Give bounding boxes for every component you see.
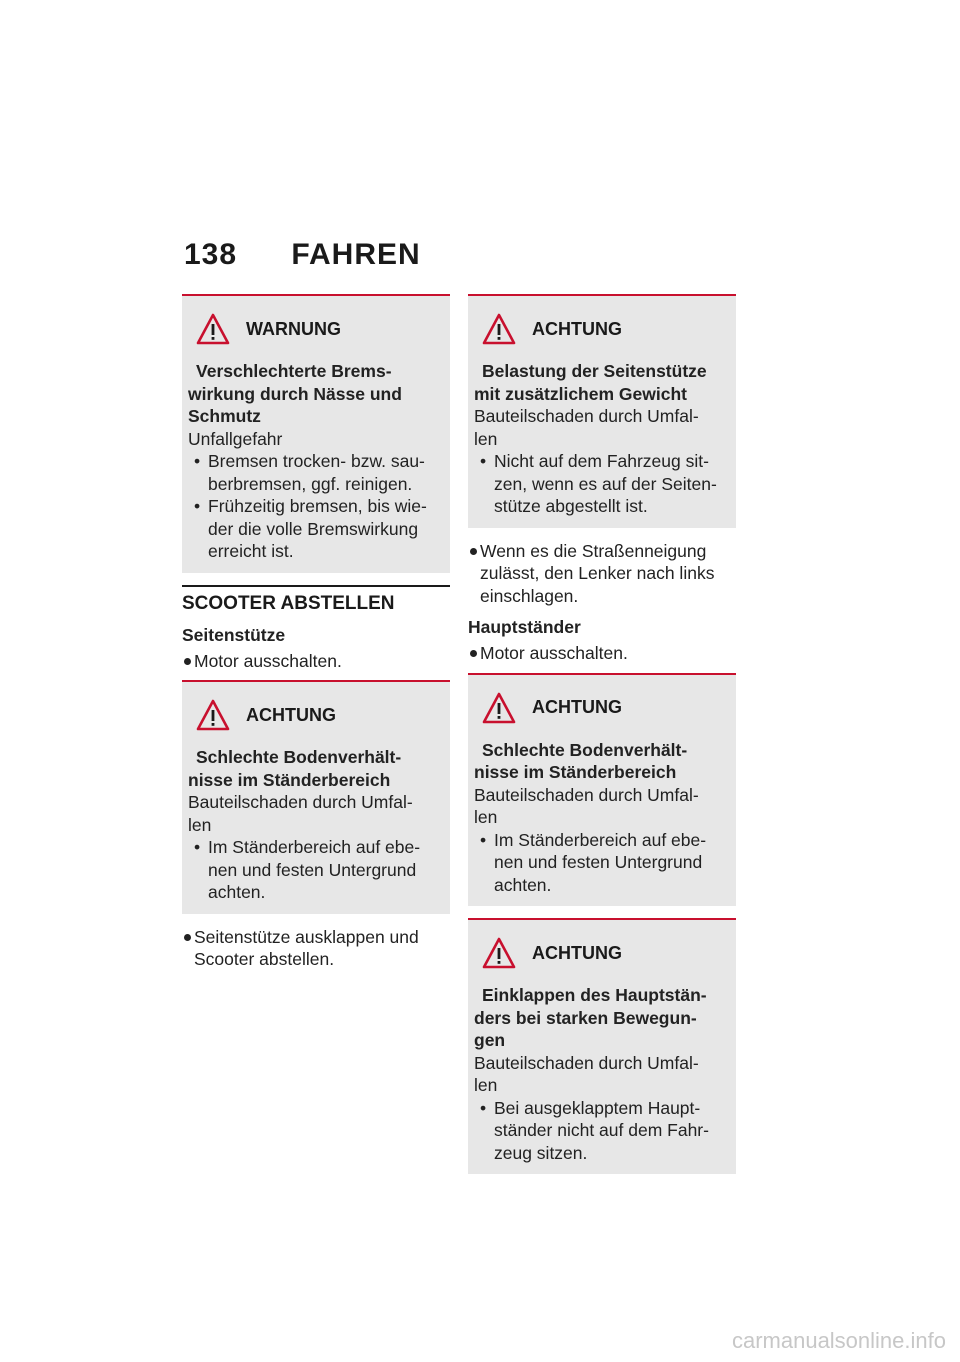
list-item xyxy=(474,450,730,518)
step-item: Motor ausschalten. xyxy=(468,642,736,665)
caution-box xyxy=(468,918,736,1174)
page-header xyxy=(184,238,421,272)
signal-word: ACHTUNG xyxy=(532,942,622,963)
step-item xyxy=(182,926,450,971)
signal-word: ACHTUNG xyxy=(532,318,622,339)
list-item-line: stütze abgestellt ist. xyxy=(494,496,648,516)
list-item xyxy=(188,836,444,904)
right-column xyxy=(468,294,736,1186)
caution-box xyxy=(182,680,450,914)
consequence-text xyxy=(474,784,730,829)
step-line: Wenn es die Straßenneigung xyxy=(480,540,707,561)
caution-title xyxy=(474,984,730,1052)
list-item-line: ständer nicht auf dem Fahr- xyxy=(494,1120,709,1140)
list-item-line: nen und festen Untergrund xyxy=(494,852,703,872)
consequence-text xyxy=(474,1052,730,1097)
list-item-line: achten. xyxy=(208,882,266,902)
step-item: Motor ausschalten. xyxy=(182,650,450,673)
title-line: Verschlechterte Brems- xyxy=(196,361,392,381)
title-line: Schlechte Bodenverhält- xyxy=(196,747,402,767)
caution-box-header xyxy=(474,685,730,731)
list-item-line: erreicht ist. xyxy=(208,541,294,561)
warning-triangle-icon xyxy=(482,313,516,345)
list-item-line: • Im Ständerbereich auf ebe- xyxy=(494,829,707,850)
caution-box xyxy=(468,294,736,528)
left-column xyxy=(182,294,450,971)
list-item-line: der die volle Bremswirkung xyxy=(208,518,419,539)
title-line: ders bei starken Bewegun- xyxy=(474,1007,697,1028)
subsection-title: Seitenstütze xyxy=(182,624,286,645)
caution-title xyxy=(474,360,730,405)
title-line: mit zusätzlichem Gewicht xyxy=(474,383,687,404)
subsection-title: Hauptständer xyxy=(468,617,581,637)
list-item-line: nen und festen Untergrund xyxy=(208,859,417,880)
title-line: Schlechte Bodenverhält- xyxy=(482,739,688,760)
page-number: 138 xyxy=(184,238,238,271)
title-line: Belastung der Seitenstütze xyxy=(482,361,707,381)
consequence-line: len xyxy=(188,814,212,835)
caution-box-header xyxy=(188,692,444,738)
warning-triangle-icon xyxy=(196,313,230,345)
warning-box xyxy=(182,294,450,573)
signal-word: ACHTUNG xyxy=(246,704,336,725)
step-line: einschlagen. xyxy=(480,585,579,606)
consequence-text xyxy=(188,791,444,836)
consequence-text xyxy=(474,405,730,450)
consequence-line: len xyxy=(474,807,498,827)
list-item xyxy=(474,829,730,897)
consequence-line: Bauteilschaden durch Umfal- xyxy=(474,1052,699,1073)
consequence-line: len xyxy=(474,1075,498,1095)
warning-box-header xyxy=(188,306,444,352)
warning-triangle-icon xyxy=(482,692,516,724)
list-item xyxy=(474,1097,730,1165)
warning-triangle-icon xyxy=(482,937,516,969)
list-item-line: zen, wenn es auf der Seiten- xyxy=(494,473,717,494)
caution-box xyxy=(468,673,736,907)
title-line: nisse im Ständerbereich xyxy=(188,769,391,790)
list-item-line: • Bremsen trocken- bzw. sau- xyxy=(208,451,425,471)
list-item-line: • Frühzeitig bremsen, bis wie- xyxy=(208,496,427,516)
consequence-line: len xyxy=(474,428,498,449)
list-item-line: • Im Ständerbereich auf ebe- xyxy=(208,837,421,857)
list-item xyxy=(188,495,444,563)
section-title: SCOOTER ABSTELLEN xyxy=(182,585,450,615)
step-line: Seitenstütze ausklappen und xyxy=(194,926,419,947)
warning-triangle-icon xyxy=(196,699,230,731)
signal-word: WARNUNG xyxy=(246,318,341,339)
caution-title xyxy=(474,739,730,784)
title-line: nisse im Ständerbereich xyxy=(474,762,677,782)
list-item-line: achten. xyxy=(494,874,552,895)
step-item xyxy=(468,540,736,608)
consequence-text: Unfallgefahr xyxy=(188,428,283,449)
list-item-line: berbremsen, ggf. reinigen. xyxy=(208,473,413,494)
title-line: wirkung durch Nässe und xyxy=(188,383,402,404)
watermark: carmanualsonline.info xyxy=(731,1328,946,1353)
caution-title xyxy=(188,746,444,791)
list-item-line: zeug sitzen. xyxy=(494,1142,588,1163)
warning-title xyxy=(188,360,444,428)
title-line: Schmutz xyxy=(188,406,261,426)
consequence-line: Bauteilschaden durch Umfal- xyxy=(188,792,413,812)
list-item-line: • Nicht auf dem Fahrzeug sit- xyxy=(494,451,709,471)
chapter-title: FAHREN xyxy=(291,238,421,271)
caution-box-header xyxy=(474,930,730,976)
caution-box-header xyxy=(474,306,730,352)
title-line: gen xyxy=(474,1030,506,1050)
consequence-line: Bauteilschaden durch Umfal- xyxy=(474,784,699,805)
signal-word: ACHTUNG xyxy=(532,697,622,717)
step-line: zulässt, den Lenker nach links xyxy=(480,563,715,583)
step-line: Scooter abstellen. xyxy=(194,949,335,969)
title-line: Einklappen des Hauptstän- xyxy=(482,985,707,1005)
list-item xyxy=(188,450,444,495)
list-item-line: • Bei ausgeklapptem Haupt- xyxy=(494,1097,701,1118)
consequence-line: Bauteilschaden durch Umfal- xyxy=(474,406,699,426)
